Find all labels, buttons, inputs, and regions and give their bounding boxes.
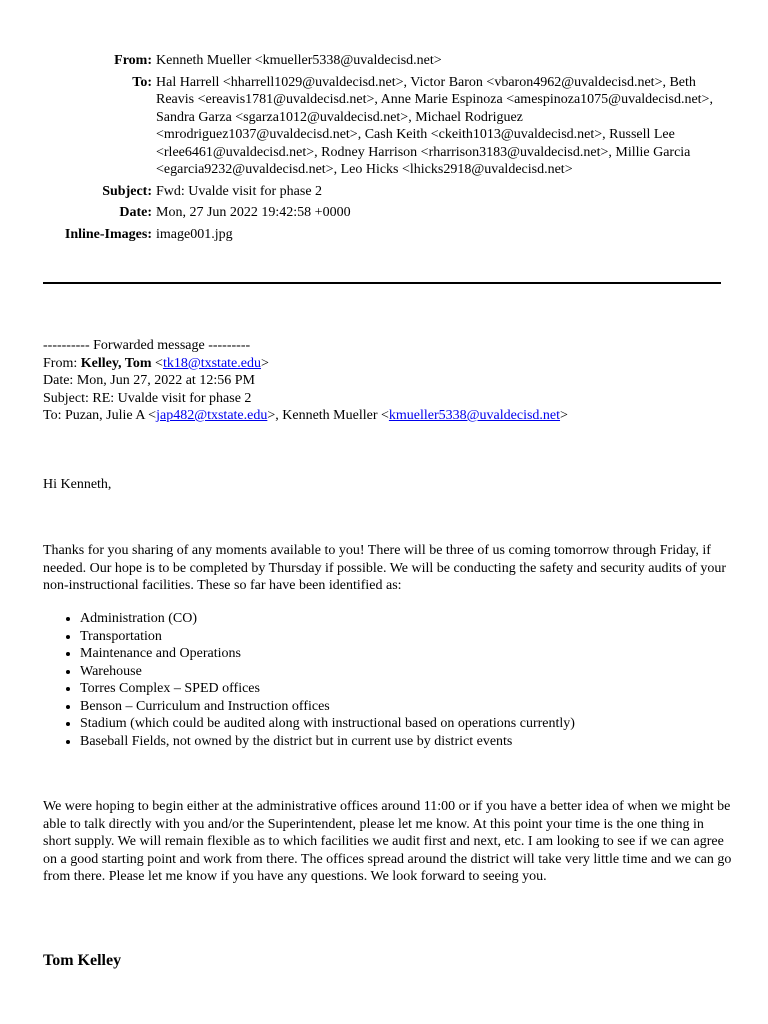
forwarded-from	[43, 355, 733, 373]
from-row	[42, 52, 722, 70]
list-item: • Warehouse	[80, 663, 575, 681]
to-value: Hal Harrell <hharrell1029@uvaldecisd.net>, Victor Baron <vbaron4962@uvaldecisd.net>, Beth Reavis <ereavis1781@uvaldecisd.net>, Anne Marie Espinoza <amespinoza1075@uvaldecisd.net>, Sandra Garza <sgarza1012@uvaldecisd.net>, Michael Rodriguez <mrodriguez1037@uvaldecisd.net>, Cash Keith <ckeith1013@uvaldecisd.net>, Russell Lee <rlee6461@uvaldecisd.net>, Rodney Harrison <rharrison3183@uvaldecisd.net>, Millie Garcia <egarcia9232@uvaldecisd.net>, Leo Hicks <lhicks2918@uvaldecisd.net>	[156, 74, 713, 177]
date-row	[42, 204, 722, 222]
forwarded-from-gt: >	[260, 355, 269, 371]
forwarded-divider: ---------- Forwarded message ---------	[43, 338, 251, 353]
forwarded-to-email-link-1[interactable]: jap482@txstate.edu	[156, 408, 268, 423]
forwarded-from-prefix: From:	[43, 355, 81, 371]
list-item: • Administration (CO)	[80, 610, 575, 628]
subject-label: Subject:	[102, 183, 152, 199]
forwarded-date: Date: Mon, Jun 27, 2022 at 12:56 PM	[43, 373, 255, 388]
forwarded-to-email-link-2[interactable]: kmueller5338@uvaldecisd.net	[388, 408, 561, 423]
body-paragraph-1: Thanks for you sharing of any moments available to you! There will be three of us coming tomorrow through Friday, if needed. Our hope is to be completed by Thursday if possible. We will be conducting the safety and security audits of your non-instructional facilities. These so far have been identified as:	[43, 543, 727, 593]
list-item: • Torres Complex – SPED offices	[80, 680, 575, 698]
email-header	[42, 52, 722, 247]
body-paragraph-2: We were hoping to begin either at the administrative offices around 11:00 or if you have a better idea of when we might be able to talk directly with you and/or the Superintendent, please let me know. At this point your time is the one thing in short supply. We will remain flexible as to which facilities we audit first and next, etc. I am looking to see if we can agree on a good starting point and work from there. The offices spread around the district will take very little time and we can go from there. Please let me know if you have any questions. We look forward to seeing you.	[43, 799, 732, 884]
from-label: From:	[114, 53, 152, 68]
list-item: • Benson – Curriculum and Instruction offices	[80, 698, 575, 716]
date-label: Date:	[119, 205, 152, 220]
forwarded-from-name: Kelley, Tom	[80, 355, 152, 371]
forwarded-to-mid: >, Kenneth Mueller <	[267, 408, 389, 423]
inline-images-row	[42, 226, 722, 244]
facilities-list	[43, 610, 575, 750]
to-label: To:	[132, 74, 152, 90]
forwarded-to-end: >	[560, 408, 568, 423]
subject-row	[42, 183, 722, 201]
forwarded-subject: Subject: RE: Uvalde visit for phase 2	[43, 390, 252, 406]
forwarded-from-lt: <	[151, 355, 163, 371]
signature: Tom Kelley	[43, 952, 122, 969]
list-item: • Transportation	[80, 628, 575, 646]
inline-images-label: Inline-Images:	[64, 226, 152, 242]
list-item: • Maintenance and Operations	[80, 645, 575, 663]
inline-images-value: image001.jpg	[156, 226, 233, 242]
subject-value: Fwd: Uvalde visit for phase 2	[156, 183, 323, 199]
greeting: Hi Kenneth,	[43, 477, 112, 492]
from-value: Kenneth Mueller <kmueller5338@uvaldecisd.net>	[156, 53, 442, 68]
to-row	[42, 74, 722, 179]
list-item: • Baseball Fields, not owned by the district but in current use by district events	[80, 733, 575, 751]
forwarded-from-email-link[interactable]: tk18@txstate.edu	[162, 355, 261, 371]
list-item: • Stadium (which could be audited along with instructional based on operations currently)	[80, 715, 575, 733]
date-value: Mon, 27 Jun 2022 19:42:58 +0000	[156, 205, 351, 220]
forwarded-to	[43, 407, 733, 425]
forwarded-message-header	[43, 337, 733, 425]
header-divider	[43, 282, 721, 284]
forwarded-to-prefix: To: Puzan, Julie A <	[43, 408, 157, 423]
